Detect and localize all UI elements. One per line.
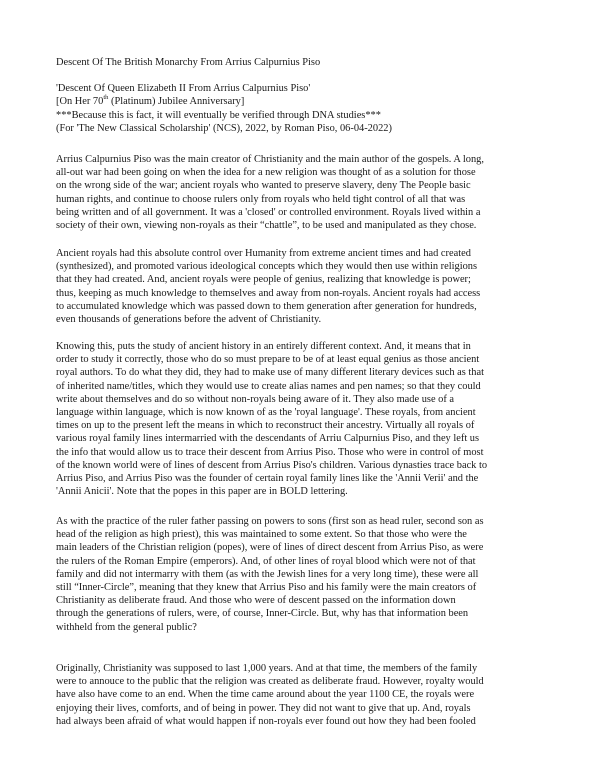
header-attribution: (For 'The New Classical Scholarship' (NCS), 2022, by Roman Piso, 06-04-2022): [56, 122, 392, 134]
paragraph-1: [56, 153, 484, 232]
header-jubilee-sup: th: [103, 93, 109, 101]
text-line: to accumulated knowledge which was passed down to them generation after generation for hundreds,: [56, 300, 477, 312]
text-line: the info that would allow us to trace their descent from Arrius Piso. Those who were in control of most: [56, 446, 484, 458]
text-line: Arrius Calpurnius Piso was the main creator of Christianity and the main author of the gospels. A long,: [56, 154, 484, 165]
text-line: language within language, which is now known of as the 'royal language'. These royals, from ancient: [56, 407, 476, 419]
paragraph-3: [56, 340, 487, 498]
text-line: royal authors. To do what they did, they had to make use of many different literary devices such as that: [56, 367, 484, 379]
text-line: of inherited name/titles, which they would use to create alias names and pen names; so that they could: [56, 380, 481, 392]
text-line: thus, keeping as much knowledge to themselves and away from non-royals. Ancient royals had access: [56, 287, 481, 299]
text-line: Arrius Piso, and Arrius Piso was the founder of certain royal family lines like the 'Annii Verii' and the: [56, 473, 479, 485]
document-header: [56, 82, 392, 135]
text-line: have also have come to an end. When the time came around about the year 1100 CE, the royals were: [56, 689, 475, 701]
text-line: all-out war had been going on when the idea for a new religion was thought of as a solution for those: [56, 167, 476, 179]
text-line: through the generations of rulers, were, of course, Inner-Circle. But, why has that information been: [56, 608, 469, 620]
text-line: that they had created. And, ancient royals were people of genius, realizing that knowledge is power;: [56, 274, 471, 286]
text-line: Ancient royals had this absolute control over Humanity from extreme ancient times and had created: [56, 248, 471, 259]
text-line: times on up to the present left the means in which to reconstruct their ancestry. Virtually all royals of: [56, 420, 475, 432]
text-line: Knowing this, puts the study of ancient history in an entirely different context. And, it means that in: [56, 341, 471, 352]
text-line: were to annouce to the public that the religion was created as deliberate fraud. However, royalty would: [56, 676, 484, 688]
text-line: even thousands of generations before the advent of Christianity.: [56, 314, 322, 326]
paragraph-5: [56, 662, 484, 728]
text-line: head of the religion as high priest), this was maintained to some extent. So that those who were the: [56, 529, 467, 541]
text-line: Christianity as deliberate fraud. And those who were of descent passed on the information down: [56, 595, 456, 607]
paragraph-2: [56, 247, 480, 326]
text-line: As with the practice of the ruler father passing on powers to sons (first son as head ruler, second son as: [56, 516, 484, 527]
text-line: still “Inner-Circle”, meaning that they knew that Arrius Piso and his family were the main creators of: [56, 582, 477, 594]
text-line: 'Annii Anicii'. Note that the popes in this paper are in BOLD lettering.: [56, 486, 348, 498]
text-line: main leaders of the Christian religion (popes), were of lines of direct descent from Arrius Piso, as were: [56, 542, 484, 554]
header-jubilee-before: [On Her 70: [56, 96, 104, 108]
text-line: (synthesized), and promoted various ideological concepts which they would then use within religions: [56, 261, 478, 273]
paragraph-4: [56, 515, 484, 634]
text-line: the rulers of the Roman Empire (emperors). And, of other lines of royal blood which were not of that: [56, 555, 476, 567]
text-line: on the wrong side of the war; ancient royals who wanted to preserve slavery, deny The People basic: [56, 180, 471, 192]
text-line: of the known world were of lines of descent from Arrius Piso's children. Various dynasties trace back to: [56, 459, 488, 471]
text-line: society of their own, viewing non-royals as their “chattle”, to be used and manipulated as they chose.: [56, 220, 477, 232]
text-line: being written and of all government. It was a 'closed' or controlled environment. Royals lived within a: [56, 206, 481, 218]
document-title: Descent Of The British Monarchy From Arrius Calpurnius Piso: [56, 57, 321, 68]
text-line: enjoying their lives, comforts, and of being in power. They did not want to give that up. And, royals: [56, 702, 471, 714]
text-line: had always been afraid of what would happen if non-royals ever found out how they had been fooled: [56, 715, 476, 727]
text-line: Originally, Christianity was supposed to last 1,000 years. And at that time, the members of the family: [56, 663, 478, 674]
header-dna-note: ***Because this is fact, it will eventually be verified through DNA studies***: [56, 109, 381, 121]
text-line: withheld from the general public?: [56, 621, 197, 633]
text-line: order to study it correctly, those who do so must prepare to be of at least equal genius as those ancient: [56, 354, 480, 366]
text-line: human rights, and continue to choose rulers only from royals who held tight control of all that was: [56, 193, 466, 205]
header-subtitle: 'Descent Of Queen Elizabeth II From Arrius Calpurnius Piso': [56, 83, 311, 94]
text-line: various royal family lines intermarried with the descendants of Arriu Calpurnius Piso, and they left us: [56, 433, 480, 445]
header-jubilee-after: (Platinum) Jubilee Anniversary]: [108, 96, 245, 108]
header-jubilee-line: [56, 95, 392, 108]
text-line: family and did not intermarry with them (as with the Jewish lines for a very long time), these were all: [56, 568, 479, 580]
text-line: write about themselves and do so without non-royals being aware of it. They also made use of a: [56, 393, 455, 405]
